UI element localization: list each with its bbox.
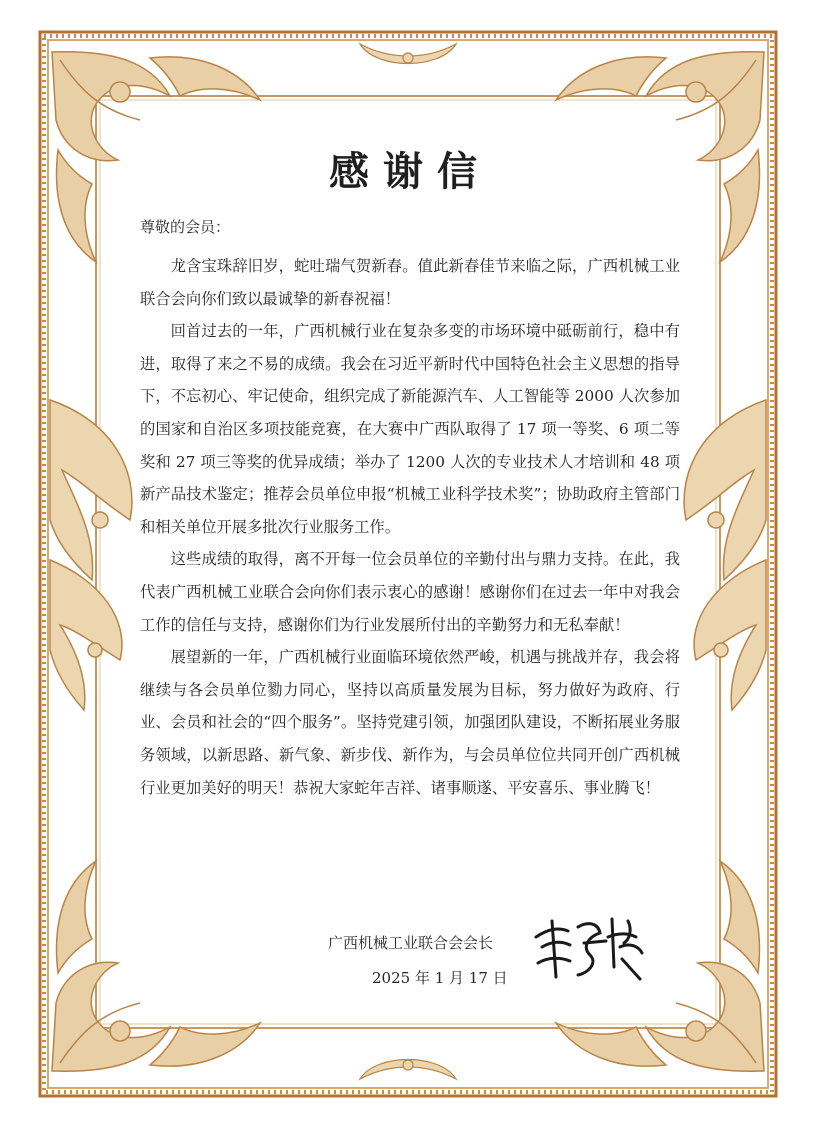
side-ornament-left	[50, 400, 132, 710]
handwritten-signature	[528, 907, 648, 987]
bottom-center-ornament	[360, 1060, 456, 1080]
corner-ornament-bottom-left	[52, 861, 260, 1071]
top-center-ornament	[360, 44, 456, 64]
paragraph-1: 龙含宝珠辞旧岁，蛇吐瑞气贺新春。值此新春佳节来临之际，广西机械工业联合会向你们致以最诚挚的新春祝福！	[140, 257, 680, 308]
signer-title: 广西机械工业联合会会长	[328, 934, 494, 952]
paragraph-2: 回首过去的一年，广西机械行业在复杂多变的市场环境中砥砺前行，稳中有进，取得了来之不易的成绩。我会在习近平新时代中国特色社会主义思想的指导下，不忘初心、牢记使命，组织完成了新能源汽车、人工智能等 2000 人次参加的国家和自治区多项技能竞赛，在大赛中广西队取得了 17 项一等奖、6 项二等奖和 27 项三等奖的优异成绩；举办了 1200 人次的专业技术人才培训和 48 项新产品技术鉴定；推荐会员单位申报“机械工业科学技术奖”；协助政府主管部门和相关单位开展多批次行业服务工作。	[140, 322, 680, 536]
letter-title: 感谢信	[329, 148, 491, 195]
paragraph-3: 这些成绩的取得，离不开每一位会员单位的辛勤付出与鼎力支持。在此，我代表广西机械工业联合会向你们表示衷心的感谢！感谢你们在过去一年中对我会工作的信任与支持，感谢你们为行业发展所付出的辛勤努力和无私奉献！	[140, 550, 680, 634]
paragraph-4: 展望新的一年，广西机械行业面临环境依然严峻，机遇与挑战并存，我会将继续与各会员单位勠力同心，坚持以高质量发展为目标，努力做好为政府、行业、会员和社会的“四个服务”。坚持党建引领，加强团队建设，不断拓展业务服务领域，以新思路、新气象、新步伐、新作为，与会员单位位共同开创广西机械行业更加美好的明天！恭祝大家蛇年吉祥、诸事顺遂、平安喜乐、事业腾飞！	[140, 648, 680, 797]
side-ornament-right	[684, 400, 766, 710]
salutation: 尊敬的会员：	[140, 218, 231, 236]
letter-body	[140, 250, 680, 804]
letter-date: 2025 年 1 月 17 日	[372, 969, 508, 987]
